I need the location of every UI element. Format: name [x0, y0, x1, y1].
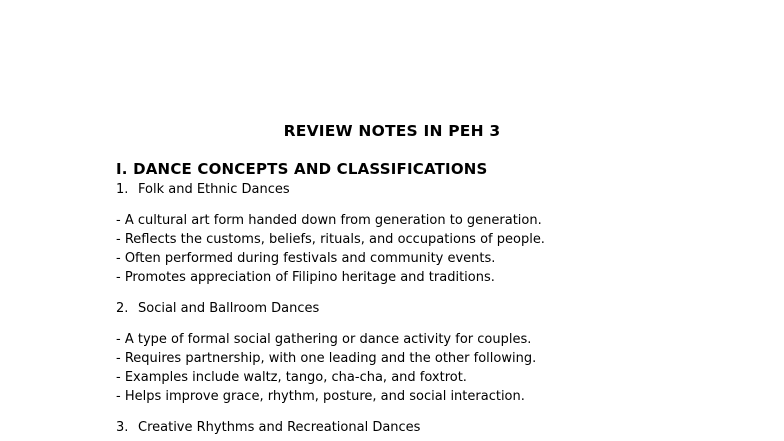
subsection-heading-folk	[116, 180, 756, 200]
subsection-number: 3.	[116, 420, 129, 435]
bullet-item: - Promotes appreciation of Filipino heritage and traditions.	[116, 270, 495, 285]
bullet-item: - A cultural art form handed down from generation to generation.	[116, 213, 542, 228]
document-content	[116, 158, 756, 438]
bullet-list-social	[116, 330, 756, 406]
bullet-item: - Helps improve grace, rhythm, posture, and social interaction.	[116, 389, 525, 404]
document-title: REVIEW NOTES IN PEH 3	[283, 122, 501, 140]
subsection-title: Folk and Ethnic Dances	[138, 182, 290, 197]
subsection-heading-social	[116, 299, 756, 319]
bullet-item: - Requires partnership, with one leading and the other following.	[116, 351, 537, 366]
section-heading: I. DANCE CONCEPTS AND CLASSIFICATIONS	[116, 160, 488, 178]
bullet-item: - Examples include waltz, tango, cha-cha, and foxtrot.	[116, 370, 467, 385]
subsection-number: 2.	[116, 301, 129, 316]
bullet-item: - Often performed during festivals and community events.	[116, 251, 496, 266]
bullet-item: - A type of formal social gathering or dance activity for couples.	[116, 332, 532, 347]
bullet-item: - Reflects the customs, beliefs, rituals, and occupations of people.	[116, 232, 545, 247]
subsection-title: Creative Rhythms and Recreational Dances	[138, 420, 421, 435]
subsection-title: Social and Ballroom Dances	[138, 301, 320, 316]
subsection-heading-creative	[116, 418, 756, 438]
bullet-list-folk	[116, 211, 756, 287]
subsection-number: 1.	[116, 182, 129, 197]
